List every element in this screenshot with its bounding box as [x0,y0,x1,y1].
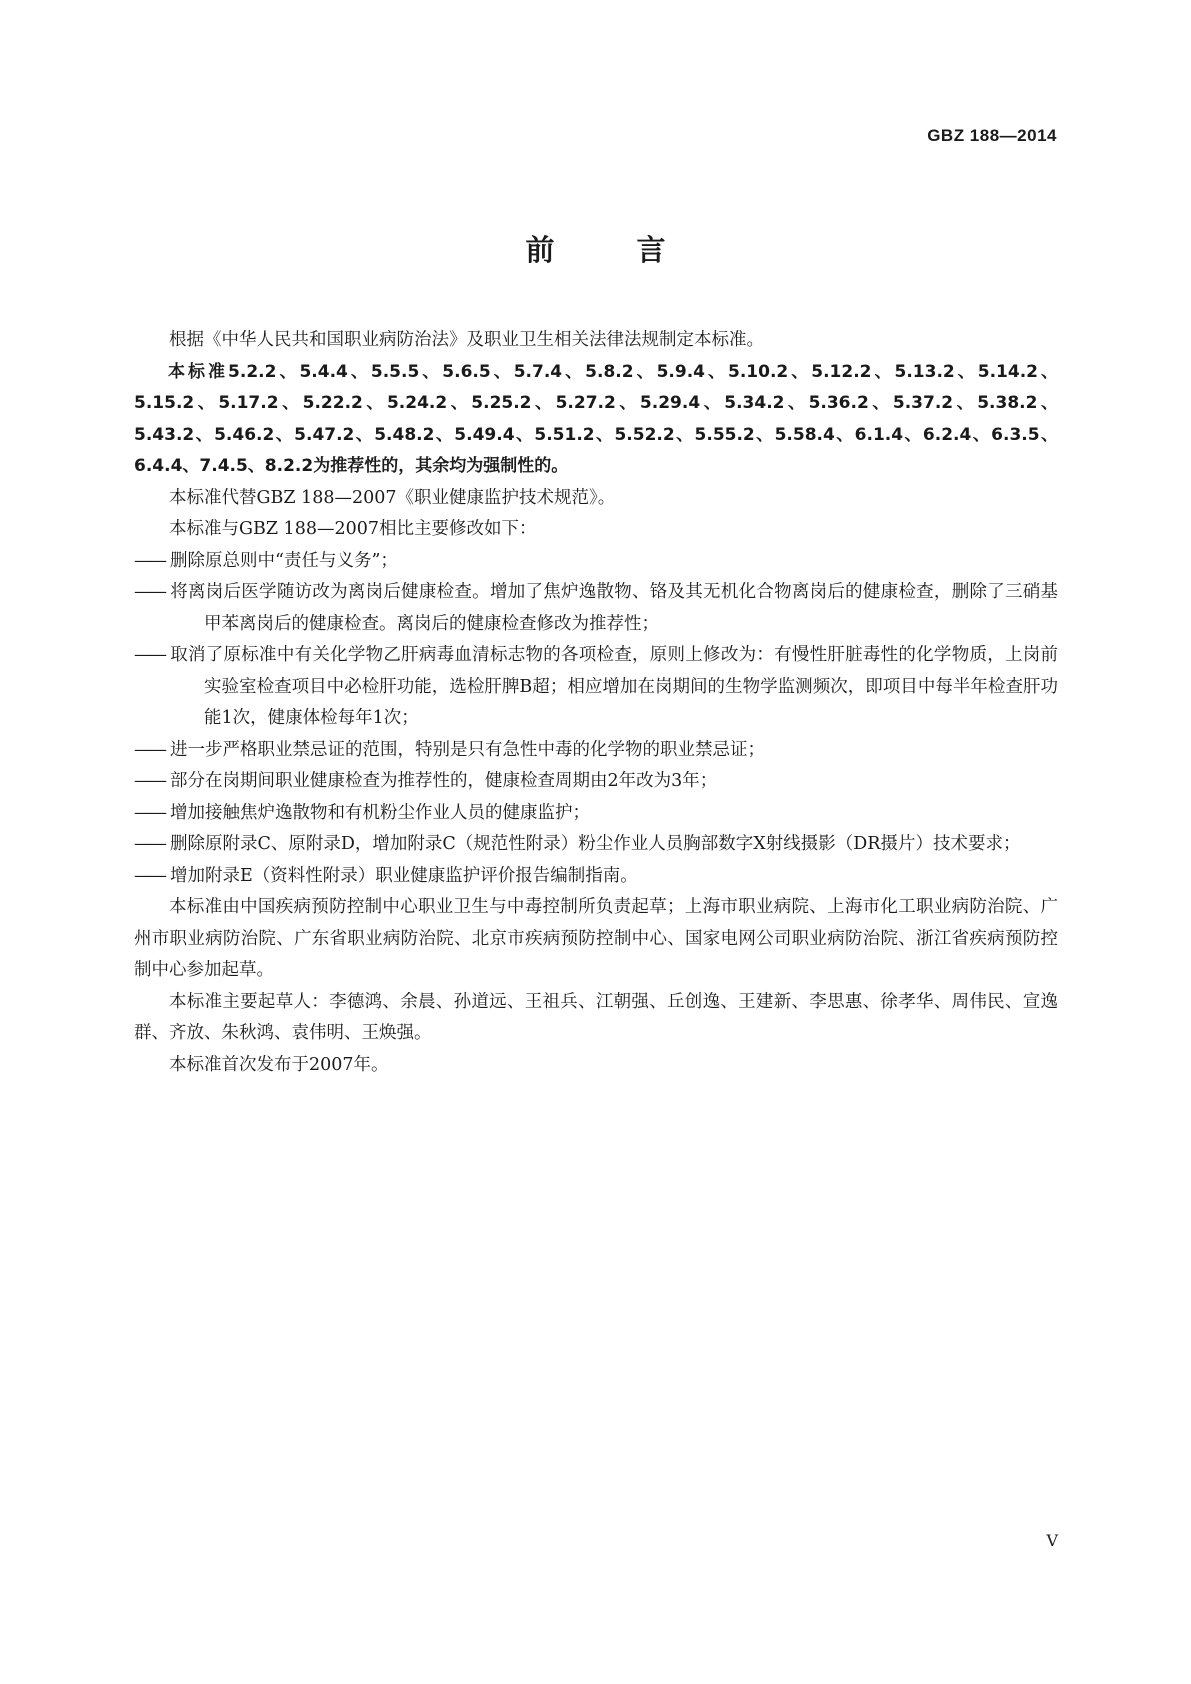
list-item-text: 删除原附录C、原附录D，增加附录C（规范性附录）粉尘作业人员胸部数字X射线摄影（DR摄片）技术要求； [170,834,1021,854]
dash-mark: —— [134,834,165,854]
paragraph-basis: 根据《中华人民共和国职业病防治法》及职业卫生相关法律法规制定本标准。 [169,330,764,350]
list-item [134,577,1058,640]
paragraph-changes-intro: 本标准与GBZ 188—2007相比主要修改如下： [169,519,537,539]
paragraph-first-issue: 本标准首次发布于2007年。 [169,1054,389,1075]
page-number: V [1046,1531,1058,1550]
dash-mark: —— [134,582,165,602]
dash-mark: —— [134,739,165,760]
standard-code: GBZ 188—2014 [927,126,1057,145]
list-item-text: 将离岗后医学随访改为离岗后健康检查。增加了焦炉逸散物、铬及其无机化合物离岗后的健康检查，删除了三硝基甲苯离岗后的健康检查。离岗后的健康检查修改为推荐性； [170,582,1058,634]
list-item-text: 取消了原标准中有关化学物乙肝病毒血清标志物的各项检查，原则上修改为：有慢性肝脏毒性的化学物质，上岗前实验室检查项目中必检肝功能，选检肝脾B超；相应增加在岗期间的生物学监测频次，即项目中每半年检查肝功能1次，健康体检每年1次； [170,645,1058,728]
list-item [134,861,1058,893]
list-item [134,766,1058,798]
dash-mark: —— [134,771,165,791]
paragraph-recommended-clauses: 本标准5.2.2、5.4.4、5.5.5、5.6.5、5.7.4、5.8.2、5.9.4、5.10.2、5.12.2、5.13.2、5.14.2、5.15.2、5.17.2、5.22.2、5.24.2、5.25.2、5.27.2、5.29.4、5.34.2、5.36.2、5.37.2、5.38.2、5.43.2、5.46.2、5.47.2、5.48.2、5.49.4、5.51.2、5.52.2、5.55.2、5.58.4、6.1.4、6.2.4、6.3.5、6.4.4、7.4.5、8.2.2为推荐性的，其余均为强制性的。 [134,361,1058,476]
dash-mark: —— [134,645,165,665]
paragraph-replaces: 本标准代替GBZ 188—2007《职业健康监护技术规范》。 [169,487,616,508]
list-item-text: 进一步严格职业禁忌证的范围，特别是只有急性中毒的化学物的职业禁忌证； [170,739,765,760]
list-item [134,829,1058,861]
list-item [134,735,1058,767]
list-item-text: 增加附录E（资料性附录）职业健康监护评价报告编制指南。 [170,865,638,886]
paragraph-drafters: 本标准主要起草人：李德鸿、余晨、孙道远、王祖兵、江朝强、丘创逸、王建新、李思惠、徐孝华、周伟民、宣逸群、齐放、朱秋鸿、袁伟明、王焕强。 [134,991,1058,1043]
dash-mark: —— [134,802,165,823]
list-item [134,640,1058,735]
dash-mark: —— [134,550,165,571]
dash-mark: —— [134,865,165,886]
list-item-text: 增加接触焦炉逸散物和有机粉尘作业人员的健康监护； [170,802,590,823]
list-item [134,798,1058,830]
list-item-text: 删除原总则中“责任与义务”； [170,550,398,571]
paragraph-drafting-units: 本标准由中国疾病预防控制中心职业卫生与中毒控制所负责起草；上海市职业病院、上海市化工职业病防治院、广州市职业病防治院、广东省职业病防治院、北京市疾病预防控制中心、国家电网公司职业病防治院、浙江省疾病预防控制中心参加起草。 [134,897,1058,980]
page-title: 前 言 [525,233,702,267]
list-item-text: 部分在岗期间职业健康检查为推荐性的，健康检查周期由2年改为3年； [170,771,718,791]
foreword-body [134,325,1058,1081]
list-item [134,546,1058,578]
